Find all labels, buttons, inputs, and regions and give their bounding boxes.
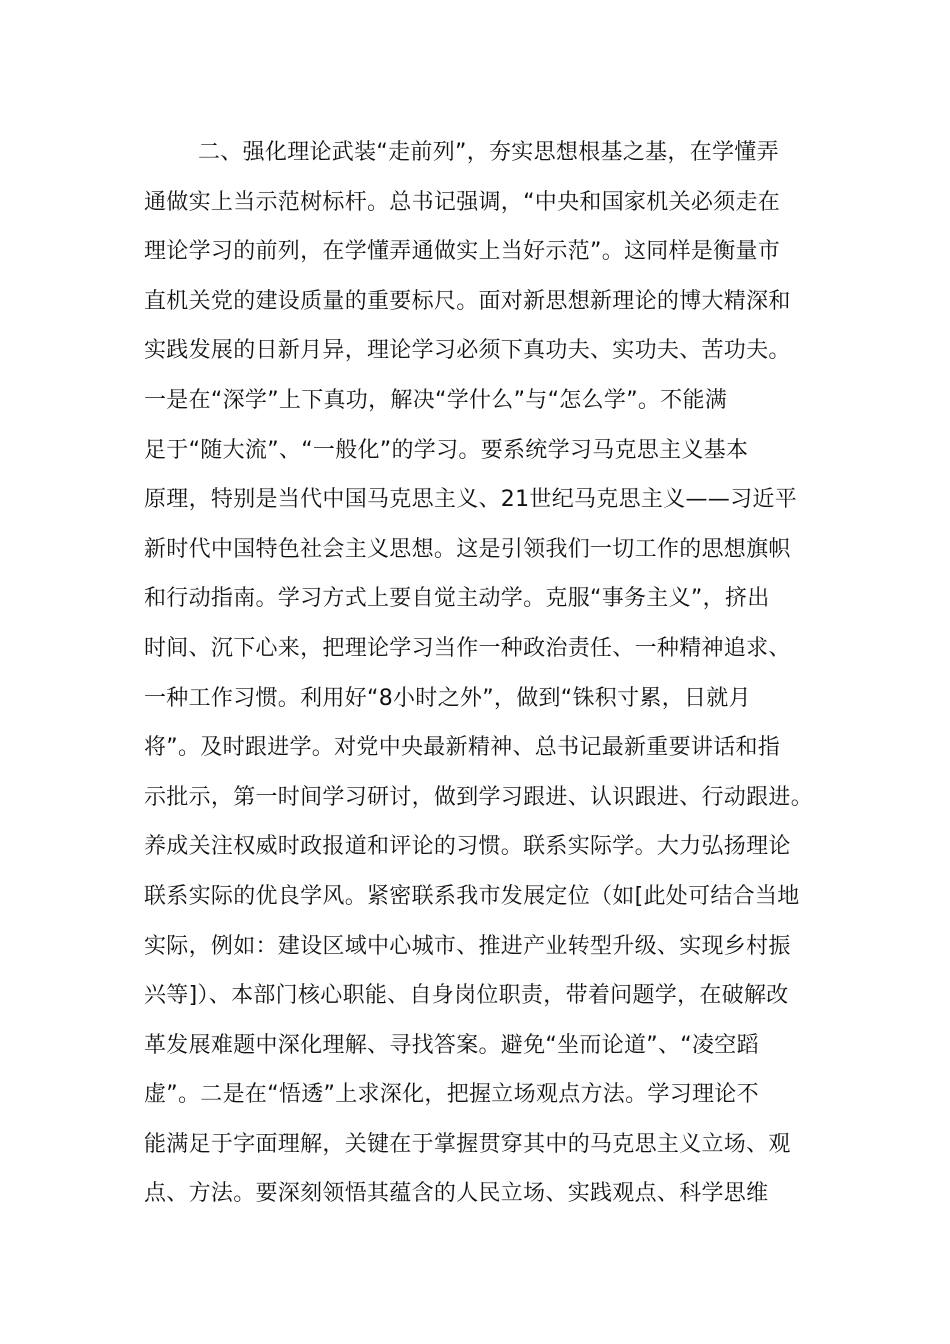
text-line: 示批示，第一时间学习研讨，做到学习跟进、认识跟进、行动跟进。 — [144, 784, 814, 810]
text-line: 理论学习的前列，在学懂弄通做实上当好示范”。这同样是衡量市 — [144, 239, 781, 265]
text-line: 能满足于字面理解，关键在于掌握贯穿其中的马克思主义立场、观 — [144, 1131, 791, 1157]
text-line: 实际，例如：建设区域中心城市、推进产业转型升级、实现乡村振 — [144, 933, 791, 959]
text-line: 虚”。二是在“悟透”上求深化，把握立场观点方法。学习理论不 — [144, 1082, 759, 1108]
text-line: 足于“随大流”、“一般化”的学习。要系统学习马克思主义基本 — [144, 437, 749, 463]
text-line: 新时代中国特色社会主义思想。这是引领我们一切工作的思想旗帜 — [144, 536, 791, 562]
text-line: 联系实际的优良学风。紧密联系我市发展定位（如[此处可结合当地 — [144, 883, 800, 909]
text-line: 将”。及时跟进学。对党中央最新精神、总书记最新重要讲话和指 — [144, 735, 781, 761]
text-line: 革发展难题中深化理解、寻找答案。避免“坐而论道”、“凌空蹈 — [144, 1032, 759, 1058]
text-line: 原理，特别是当代中国马克思主义、21世纪马克思主义——习近平 — [144, 487, 797, 513]
text-line: 和行动指南。学习方式上要自觉主动学。克服“事务主义”，挤出 — [144, 586, 770, 612]
text-line: 时间、沉下心来，把理论学习当作一种政治责任、一种精神追求、 — [144, 635, 791, 661]
body-text — [144, 128, 844, 1219]
text-line: 一是在“深学”上下真功，解决“学什么”与“怎么学”。不能满 — [144, 387, 728, 413]
text-line: 兴等]）、本部门核心职能、自身岗位职责，带着问题学，在破解改 — [144, 983, 789, 1009]
text-line: 通做实上当示范树标杆。总书记强调，“中央和国家机关必须走在 — [144, 189, 781, 215]
text-line: 实践发展的日新月异，理论学习必须下真功夫、实功夫、苦功夫。 — [144, 338, 791, 364]
text-line: 点、方法。要深刻领悟其蕴含的人民立场、实践观点、科学思维 — [144, 1181, 769, 1207]
text-line: 一种工作习惯。利用好“8小时之外”，做到“铢积寸累，日就月 — [144, 685, 751, 711]
text-line: 养成关注权威时政报道和评论的习惯。联系实际学。大力弘扬理论 — [144, 834, 791, 860]
text-line: 二、强化理论武装“走前列”，夯实思想根基之基，在学懂弄 — [198, 140, 779, 165]
text-line: 直机关党的建设质量的重要标尺。面对新思想新理论的博大精深和 — [144, 288, 791, 314]
